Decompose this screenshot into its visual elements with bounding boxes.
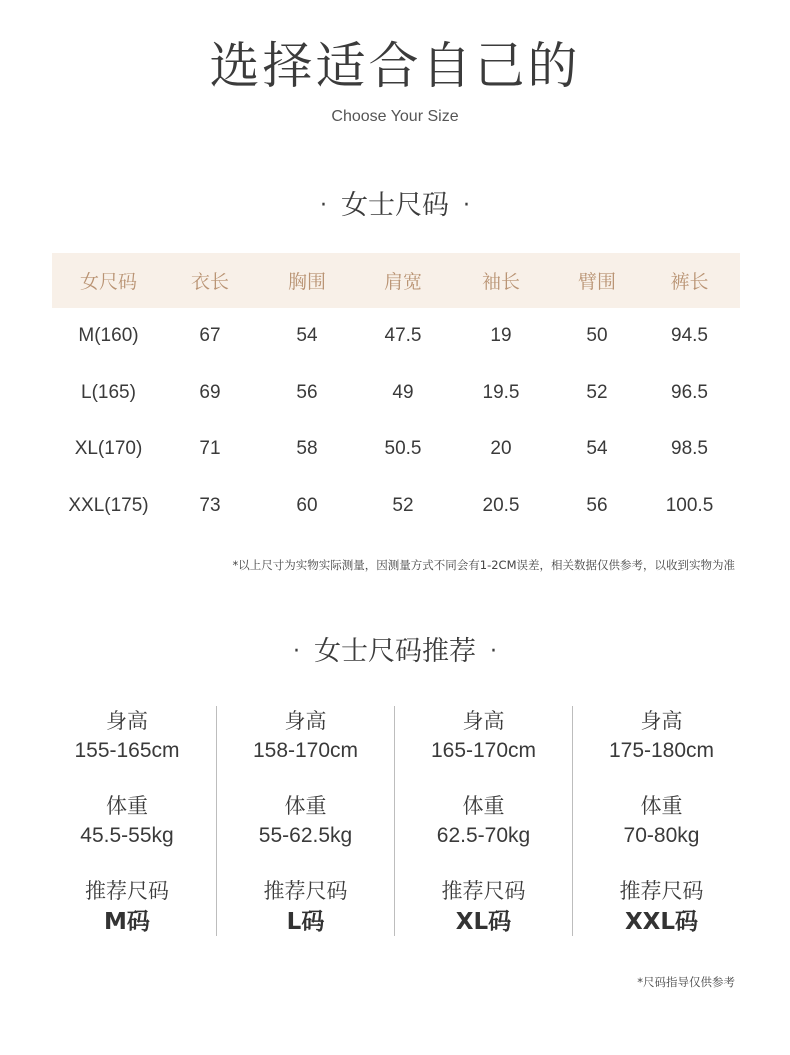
table-cell: 54 <box>586 438 608 460</box>
table-cell: 69 <box>199 381 221 403</box>
heading-dot-right: · <box>490 639 497 664</box>
table-header-row <box>52 253 740 308</box>
table-cell: 52 <box>392 494 414 516</box>
table-cell: XXL(175) <box>68 494 149 516</box>
recommended-size-value: XL码 <box>455 909 512 935</box>
weight-value: 55-62.5kg <box>258 824 353 847</box>
weight-label: 体重 <box>462 794 505 818</box>
recommendation-heading-text: 女士尺码推荐 <box>314 636 476 667</box>
height-label: 身高 <box>640 709 683 733</box>
weight-label: 体重 <box>106 794 148 818</box>
measurement-disclaimer: *以上尺寸为实物实际测量，因测量方式不同会有1-2CM误差，相关数据仅供参考，以收到实物为准 <box>232 558 735 572</box>
table-cell: 49 <box>392 381 414 403</box>
recommended-size-value: XXL码 <box>624 909 699 935</box>
table-cell: 20.5 <box>482 494 520 516</box>
table-cell: 20 <box>490 438 512 460</box>
recommended-size-label: 推荐尺码 <box>619 879 704 903</box>
table-row <box>52 421 740 478</box>
recommendation-column <box>394 706 572 936</box>
recommended-size-value: L码 <box>286 909 325 935</box>
heading-dot-left: · <box>293 639 300 664</box>
table-cell: 94.5 <box>671 325 708 347</box>
col-header-length: 衣长 <box>190 271 229 293</box>
size-chart-heading-text: 女士尺码 <box>341 190 449 221</box>
recommended-size-label: 推荐尺码 <box>85 879 169 903</box>
table-cell: 67 <box>199 325 221 347</box>
table-cell: 58 <box>296 438 318 460</box>
table-cell: 98.5 <box>671 438 708 460</box>
height-value: 155-165cm <box>74 739 180 762</box>
weight-label: 体重 <box>284 794 327 818</box>
table-cell: 73 <box>199 494 221 516</box>
recommendation-heading <box>0 634 790 670</box>
page-subtitle: Choose Your Size <box>331 108 459 125</box>
table-cell: 96.5 <box>671 381 708 403</box>
table-row <box>52 308 740 365</box>
recommendation-grid <box>38 706 750 936</box>
size-chart-heading <box>0 188 790 224</box>
table-cell: 54 <box>296 325 318 347</box>
recommended-size-label: 推荐尺码 <box>441 879 526 903</box>
weight-value: 70-80kg <box>623 824 700 847</box>
col-header-size: 女尺码 <box>79 271 137 293</box>
recommended-size-label: 推荐尺码 <box>263 879 348 903</box>
weight-label: 体重 <box>640 794 683 818</box>
table-cell: 47.5 <box>384 325 422 347</box>
col-header-arm: 臂围 <box>577 271 616 293</box>
height-label: 身高 <box>462 709 505 733</box>
height-label: 身高 <box>106 709 148 733</box>
table-cell: 50.5 <box>384 438 422 460</box>
heading-dot-right: · <box>463 193 470 218</box>
col-header-bust: 胸围 <box>287 271 326 293</box>
col-header-pants-length: 裤长 <box>670 271 709 293</box>
height-value: 175-180cm <box>608 739 715 762</box>
page-title: 选择适合自己的 <box>209 37 581 95</box>
weight-value: 62.5-70kg <box>436 824 531 847</box>
recommendation-column <box>216 706 394 936</box>
height-label: 身高 <box>284 709 327 733</box>
table-cell: 71 <box>199 438 221 460</box>
table-cell: XL(170) <box>74 438 143 460</box>
recommended-size-value: M码 <box>104 909 150 935</box>
size-chart-table <box>52 253 740 534</box>
table-cell: 19.5 <box>482 381 520 403</box>
table-cell: 56 <box>586 494 608 516</box>
table-cell: 19 <box>490 325 512 347</box>
height-value: 165-170cm <box>430 739 537 762</box>
col-header-shoulder: 肩宽 <box>383 271 422 293</box>
col-header-sleeve: 袖长 <box>481 271 520 293</box>
table-cell: 50 <box>586 325 608 347</box>
heading-dot-left: · <box>320 193 327 218</box>
table-row <box>52 478 740 535</box>
table-row <box>52 365 740 422</box>
table-cell: 60 <box>296 494 318 516</box>
table-cell: 52 <box>586 381 608 403</box>
recommendation-column <box>572 706 750 936</box>
height-value: 158-170cm <box>252 739 359 762</box>
table-cell: M(160) <box>78 325 139 347</box>
size-guide-disclaimer: *尺码指导仅供参考 <box>637 975 735 989</box>
table-cell: 56 <box>296 381 318 403</box>
weight-value: 45.5-55kg <box>80 824 174 847</box>
table-cell: L(165) <box>81 381 136 403</box>
table-cell: 100.5 <box>665 494 714 516</box>
recommendation-column <box>38 706 216 936</box>
